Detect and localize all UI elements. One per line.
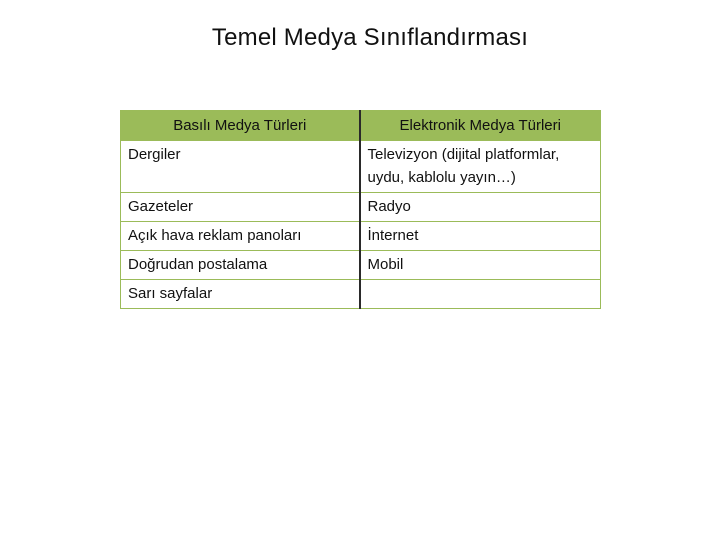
media-classification-table — [120, 110, 601, 309]
table-row — [121, 193, 601, 222]
table-row — [121, 251, 601, 280]
electronic-media-cell: Mobil — [360, 251, 601, 280]
print-media-cell: Dergiler — [121, 141, 360, 193]
print-media-cell: Açık hava reklam panoları — [121, 222, 360, 251]
page-title: Temel Medya Sınıflandırması — [211, 24, 529, 51]
table-row — [121, 280, 601, 309]
electronic-media-cell: İnternet — [360, 222, 601, 251]
header-electronic-media: Elektronik Medya Türleri — [360, 111, 601, 141]
print-media-cell: Sarı sayfalar — [121, 280, 360, 309]
table-header-row — [121, 111, 601, 141]
print-media-cell: Doğrudan postalama — [121, 251, 360, 280]
electronic-media-cell: Radyo — [360, 193, 601, 222]
print-media-cell: Gazeteler — [121, 193, 360, 222]
electronic-media-cell — [360, 280, 601, 309]
header-print-media: Basılı Medya Türleri — [121, 111, 360, 141]
table-row — [121, 222, 601, 251]
electronic-media-cell: Televizyon (dijital platformlar, uydu, kablolu yayın…) — [360, 141, 601, 193]
table-row — [121, 141, 601, 193]
